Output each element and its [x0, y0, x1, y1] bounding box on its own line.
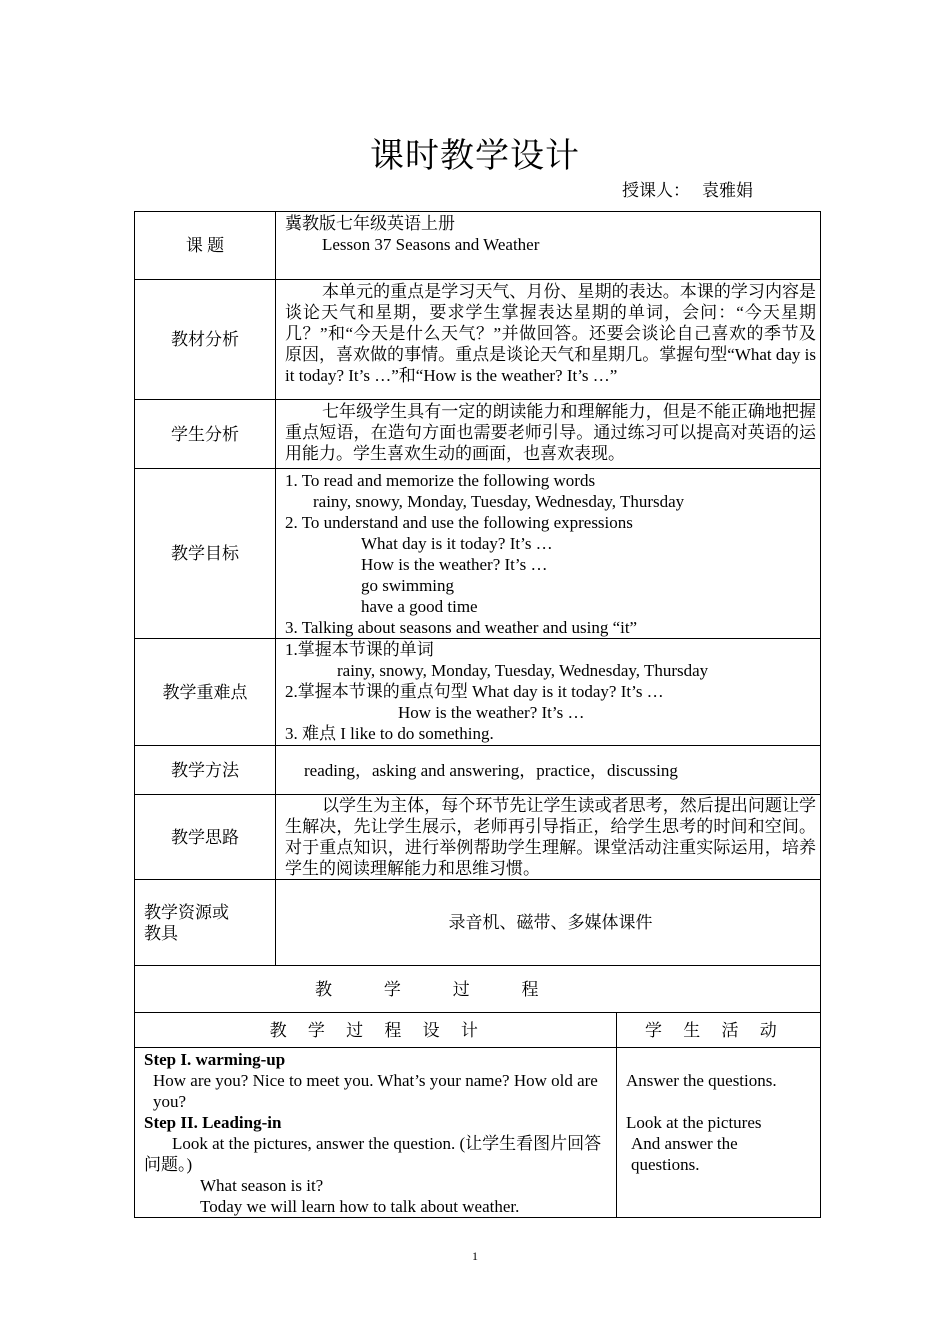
- keypoint-1-words: rainy, snowy, Monday, Tuesday, Wednesday, Thursday: [337, 661, 709, 680]
- row-process-columns: [135, 1013, 821, 1048]
- step-2-title: Step II. Leading-in: [144, 1113, 282, 1132]
- approach-label: 教学思路: [135, 795, 276, 880]
- goal-1: 1. To read and memorize the following words: [285, 471, 596, 490]
- goal-2: 2. To understand and use the following expressions: [285, 513, 633, 532]
- author-name: 袁雅娟: [702, 181, 753, 201]
- row-process-heading: [135, 966, 821, 1013]
- goal-1-words: rainy, snowy, Monday, Tuesday, Wednesday, Thursday: [313, 492, 685, 511]
- topic-book: 冀教版七年级英语上册: [285, 214, 455, 233]
- activity-2-line-2: And answer the: [631, 1134, 738, 1153]
- keypoints-label: 教学重难点: [135, 639, 276, 746]
- goal-3: 3. Talking about seasons and weather and using “it”: [285, 618, 638, 637]
- activity-1: Answer the questions.: [626, 1071, 777, 1090]
- goal-2-expr-4: have a good time: [361, 597, 478, 616]
- row-topic: [135, 212, 821, 280]
- resources-text: 录音机、磁带、多媒体课件: [276, 880, 821, 966]
- row-keypoints: [135, 639, 821, 746]
- row-approach: [135, 795, 821, 880]
- col-activity-header: 学 生 活 动: [617, 1013, 821, 1048]
- step-1-title: Step I. warming-up: [144, 1050, 286, 1069]
- author-label: 授课人：: [622, 181, 690, 201]
- row-material: [135, 280, 821, 400]
- material-label: 教材分析: [135, 280, 276, 400]
- row-students: [135, 400, 821, 469]
- page-number: 1: [472, 1249, 478, 1263]
- resources-label: 教学资源或教具: [135, 880, 276, 966]
- material-text: 本单元的重点是学习天气、月份、星期的表达。本课的学习内容是谈论天气和星期，要求学生掌握表达星期的单词，会问：“今天星期几？”和“今天是什么天气？”并做回答。还要会谈论自己喜欢的季节及原因，喜欢做的事情。重点是谈论天气和星期几。掌握句型“What day is it today? It’s …”和“How is the weather? It’s …”: [285, 282, 817, 385]
- topic-label: 课 题: [135, 212, 276, 280]
- students-label: 学生分析: [135, 400, 276, 469]
- col-design-header: 教 学 过 程 设 计: [135, 1013, 617, 1048]
- row-resources: [135, 880, 821, 966]
- process-heading: 教 学 过 程: [315, 979, 563, 999]
- method-label: 教学方法: [135, 746, 276, 795]
- step-2-question: What season is it?: [200, 1176, 324, 1195]
- keypoint-3: 3. 难点 I like to do something.: [285, 724, 494, 743]
- goal-2-expr-1: What day is it today? It’s …: [361, 534, 553, 553]
- goals-label: 教学目标: [135, 469, 276, 639]
- row-method: [135, 746, 821, 795]
- step-2-text: Look at the pictures, answer the question. (让学生看图片回答问题。): [144, 1134, 602, 1174]
- method-text: reading，asking and answering，practice，discussing: [276, 746, 821, 795]
- step-1-text: How are you? Nice to meet you. What’s your name? How old are you?: [153, 1071, 598, 1111]
- students-text: 七年级学生具有一定的朗读能力和理解能力，但是不能正确地把握重点短语，在造句方面也需要老师引导。通过练习可以提高对英语的运用能力。学生喜欢生动的画面，也喜欢表现。: [285, 402, 817, 463]
- lesson-plan-table: [134, 211, 821, 1218]
- author-line: [622, 176, 753, 201]
- activity-2-line-3: questions.: [631, 1155, 700, 1174]
- row-goals: [135, 469, 821, 639]
- activity-2-line-1: Look at the pictures: [626, 1113, 762, 1132]
- row-steps: [135, 1048, 821, 1218]
- step-2-today: Today we will learn how to talk about weather.: [200, 1197, 520, 1216]
- approach-text: 以学生为主体，每个环节先让学生读或者思考，然后提出问题让学生解决，先让学生展示，老师再引导指正，给学生思考的时间和空间。对于重点知识，进行举例帮助学生理解。课堂活动注重实际运用，培养学生的阅读理解能力和思维习惯。: [285, 796, 817, 878]
- goal-2-expr-3: go swimming: [361, 576, 455, 595]
- topic-lesson: Lesson 37 Seasons and Weather: [322, 235, 540, 254]
- keypoint-2-expr: How is the weather? It’s …: [398, 703, 585, 722]
- keypoint-1: 1.掌握本节课的单词: [285, 640, 434, 659]
- document-title: 课时教学设计: [370, 136, 580, 176]
- keypoint-2: 2.掌握本节课的重点句型 What day is it today? It’s …: [285, 682, 664, 701]
- goal-2-expr-2: How is the weather? It’s …: [361, 555, 548, 574]
